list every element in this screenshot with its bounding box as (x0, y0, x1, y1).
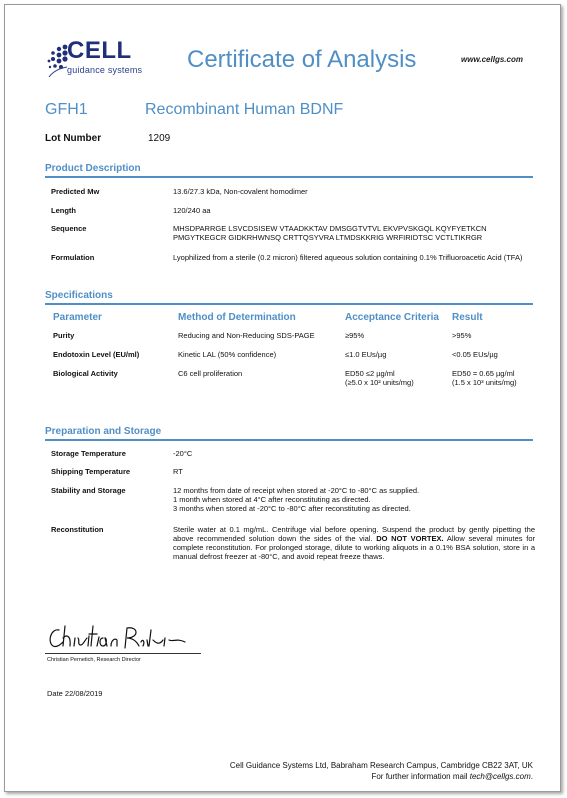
document-date: Date 22/08/2019 (47, 689, 103, 698)
spec-result (452, 369, 517, 387)
footer-address: Cell Guidance Systems Ltd, Babraham Research Campus, Cambridge CB22 3AT, UK (229, 761, 533, 770)
spec-method: C6 cell proliferation (178, 369, 243, 378)
section-divider (45, 439, 533, 441)
footer-contact-text: For further information mail (371, 772, 470, 781)
spec-criteria: ≤1.0 EUs/µg (345, 350, 387, 359)
reconstitution-text: Allow several minutes for complete reconstitution. For prolonged storage, dilute to working aliquots in a 0.1% BSA solution, store in a manual defrost freezer at -80°C, and avoid repeat freeze thaws. (173, 534, 535, 561)
section-title-preparation: Preparation and Storage (45, 426, 162, 437)
spec-result-line: (1.5 x 10³ units/mg) (452, 378, 517, 387)
lot-number-value: 1209 (148, 133, 171, 144)
stability-storage-label: Stability and Storage (51, 486, 126, 495)
column-header-parameter: Parameter (53, 312, 102, 323)
formulation-value: Lyophilized from a sterile (0.2 micron) filtered aqueous solution containing 0.1% Trifluoroacetic Acid (TFA) (173, 253, 523, 262)
stability-line: 3 months when stored at -20°C to -80°C after reconstituting as directed. (173, 504, 411, 513)
product-name: Recombinant Human BDNF (145, 101, 344, 118)
handwritten-signature (45, 620, 205, 654)
shipping-temperature-label: Shipping Temperature (51, 467, 131, 476)
reconstitution-label: Reconstitution (51, 525, 104, 534)
company-logo (45, 39, 145, 89)
formulation-label: Formulation (51, 253, 95, 262)
sequence-line: PMGYTKEGCR GIDKRHWNSQ CRTTQSYVRA LTMDSKKRIG WRFIRIDTSC VCTLTIKRGR (173, 233, 483, 242)
length-label: Length (51, 206, 76, 215)
shipping-temperature-value: RT (173, 467, 183, 476)
contact-email-link[interactable]: tech@cellgs.com (469, 772, 531, 781)
product-code: GFH1 (45, 101, 88, 118)
footer-contact-suffix: . (530, 772, 533, 781)
certificate-page (4, 4, 561, 792)
column-header-criteria: Acceptance Criteria (345, 312, 439, 323)
predicted-mw-value: 13.6/27.3 kDa, Non-covalent homodimer (173, 187, 308, 196)
document-title: Certificate of Analysis (187, 46, 417, 73)
section-title-product-description: Product Description (45, 163, 141, 174)
vortex-warning: DO NOT VORTEX. (376, 534, 444, 543)
storage-temperature-value: -20°C (173, 449, 193, 458)
logo-tagline: guidance systems (67, 65, 143, 75)
lot-number-label: Lot Number (45, 133, 102, 144)
spec-criteria-line: (≥5.0 x 10² units/mg) (345, 378, 414, 387)
spec-criteria-line: ED50 ≤2 µg/ml (345, 369, 395, 378)
stability-storage-value (173, 486, 535, 513)
spec-parameter: Biological Activity (53, 369, 118, 378)
reconstitution-text: Sterile water at 0.1 mg/mL. Centrifuge vial before opening. Suspend the product by gently pipetting the above recommended solution down the sides of the vial. (173, 525, 535, 543)
reconstitution-value (173, 525, 535, 561)
section-divider (45, 176, 533, 178)
length-value: 120/240 aa (173, 206, 211, 215)
signature-line (45, 653, 201, 654)
section-title-specifications: Specifications (45, 290, 113, 301)
spec-parameter: Endotoxin Level (EU/ml) (53, 350, 140, 359)
footer-contact (371, 772, 533, 781)
section-divider (45, 303, 533, 305)
storage-temperature-label: Storage Temperature (51, 449, 126, 458)
website-link[interactable]: www.cellgs.com (461, 55, 523, 64)
stability-line: 1 month when stored at 4°C after reconstituting as directed. (173, 495, 371, 504)
spec-method: Reducing and Non-Reducing SDS-PAGE (178, 331, 315, 340)
spec-result-line: ED50 = 0.65 µg/ml (452, 369, 515, 378)
signer-name: Christian Pernetich, Research Director (47, 657, 141, 663)
sequence-label: Sequence (51, 224, 87, 233)
spec-criteria (345, 369, 414, 387)
spec-parameter: Purity (53, 331, 75, 340)
stability-line: 12 months from date of receipt when stored at -20°C to -80°C as supplied. (173, 486, 420, 495)
column-header-result: Result (452, 312, 483, 323)
predicted-mw-label: Predicted Mw (51, 187, 100, 196)
column-header-method: Method of Determination (178, 312, 296, 323)
logo-wordmark: CELL (67, 37, 132, 64)
spec-criteria: ≥95% (345, 331, 365, 340)
sequence-value (173, 224, 535, 242)
sequence-line: MHSDPARRGE LSVCDSISEW VTAADKKTAV DMSGGTVTVL EKVPVSKGQL KQYFYETKCN (173, 224, 487, 233)
spec-method: Kinetic LAL (50% confidence) (178, 350, 277, 359)
spec-result: >95% (452, 331, 472, 340)
spec-result: <0.05 EUs/µg (452, 350, 498, 359)
